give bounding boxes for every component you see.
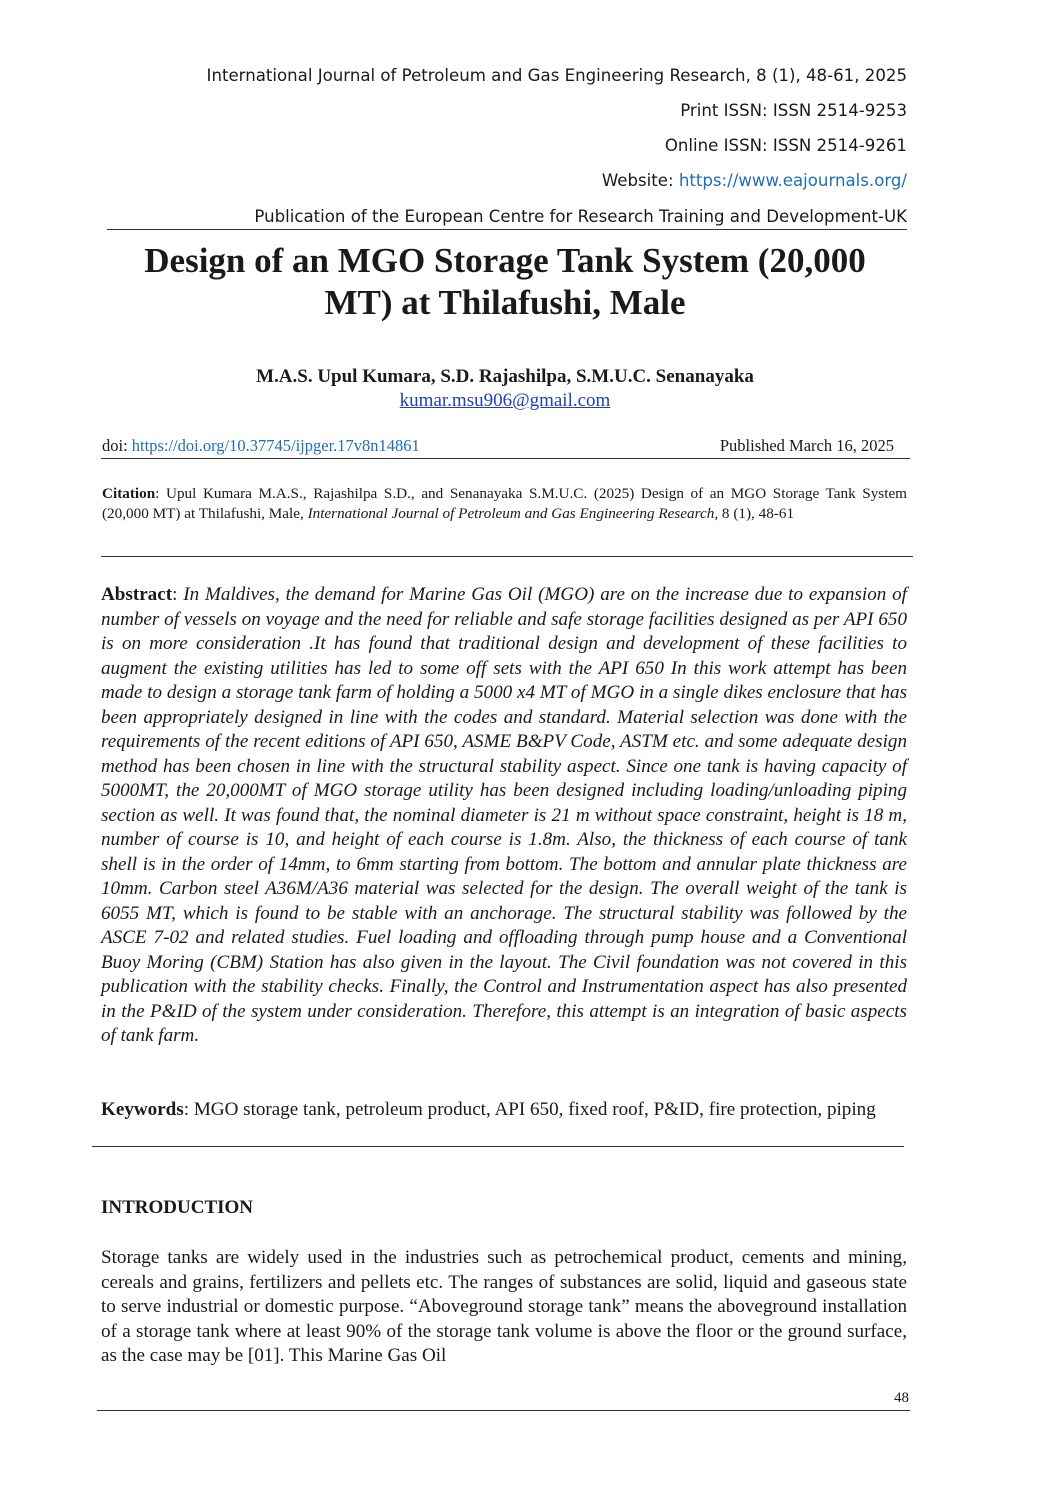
page-number: 48 <box>894 1390 909 1406</box>
doi-line <box>102 436 420 456</box>
citation-rule <box>101 556 913 557</box>
paper-title <box>100 240 910 324</box>
keywords-label: Keywords <box>101 1099 184 1120</box>
website-line <box>602 171 907 190</box>
website-label: Website: <box>601 171 679 190</box>
title-line-2: MT) at Thilafushi, Male <box>324 283 686 322</box>
journal-header: International Journal of Petroleum and Gas Engineering Research, 8 (1), 48-61, 2025 <box>206 66 907 85</box>
citation-label: Citation <box>102 485 156 502</box>
introduction-heading: INTRODUCTION <box>101 1197 254 1218</box>
footer-rule <box>97 1410 910 1411</box>
introduction-text: Storage tanks are widely used in the industries such as petrochemical product, cements and mining, cereals and grains, fertilizers and pellets etc. The ranges of substances are solid, liquid and gaseous state to serve industrial or domestic purpose. “Aboveground storage tank” means the aboveground installation of a storage tank where at least 90% of the storage tank volume is above the floor or the ground surface, as the case may be [01]. This Marine Gas Oil <box>101 1247 907 1366</box>
website-link[interactable]: https://www.eajournals.org/ <box>678 171 907 190</box>
abstract-text: In Maldives, the demand for Marine Gas Oil (MGO) are on the increase due to expansion of number of vessels on voyage and the need for reliable and safe storage facilities designed as per API 650 is on more consideration .It has found that traditional design and development of these facilities to augment the existing utilities has led to some off sets with the API 650 In this work attempt has been made to design a storage tank farm of holding a 5000 x4 MT of MGO in a single dikes enclosure that has been appropriately designed in line with the codes and standard. Material selection was done with the requirements of the recent editions of API 650, ASME B&PV Code, ASTM etc. and some adequate design method has been chosen in line with the structural stability aspect. Since one tank is having capacity of 5000MT, the 20,000MT of MGO storage utility has been designed including loading/unloading piping section as well. It was found that, the nominal diameter is 21 m without space constraint, height is 18 m, number of course is 10, and height of each course is 1.8m. Also, the thickness of each course of tank shell is in the order of 14mm, to 6mm starting from bottom. The bottom and annular plate thickness are 10mm. Carbon steel A36M/A36 material was selected for the design. The overall weight of the tank is 6055 MT, which is found to be stable with an anchorage. The structural stability was followed by the ASCE 7-02 and related studies. Fuel loading and offloading through pump house and a Conventional Buoy Moring (CBM) Station has also given in the layout. The Civil foundation was not covered in this publication with the stability checks. Finally, the Control and Instrumentation aspect has also presented in the P&ID of the system under consideration. Therefore, this attempt is an integration of basic aspects of tank farm. <box>101 584 907 1046</box>
authors: M.A.S. Upul Kumara, S.D. Rajashilpa, S.M.U.C. Senanayaka <box>256 366 754 387</box>
citation <box>102 484 907 523</box>
abstract: Abstract: In Maldives, the demand for Marine Gas Oil (MGO) are on the increase due to expansion of number of vessels on voyage and the need for reliable and safe storage facilities designed as per API 650 is on more consideration .It has found that traditional design and development of these facilities to augment the existing utilities has led to some off sets with the API 650 In this work attempt has been made to design a storage tank farm of holding a 5000 x4 MT of MGO in a single dikes enclosure that has been appropriately designed in line with the codes and standard. Material selection was done with the requirements of the recent editions of API 650, ASME B&PV Code, ASTM etc. and some adequate design method has been chosen in line with the structural stability aspect. Since one tank is having capacity of 5000MT, the 20,000MT of MGO storage utility has been designed including loading/unloading piping section as well. It was found that, the nominal diameter is 21 m without space constraint, height is 18 m, number of course is 10, and height of each course is 1.8m. Also, the thickness of each course of tank shell is in the order of 14mm, to 6mm starting from bottom. The bottom and annular plate thickness are 10mm. Carbon steel A36M/A36 material was selected for the design. The overall weight of the tank is 6055 MT, which is found to be stable with an anchorage. The structural stability was followed by the ASCE 7-02 and related studies. Fuel loading and offloading through pump house and a Conventional Buoy Moring (CBM) Station has also given in the layout. The Civil foundation was not covered in this publication with the stability checks. Finally, the Control and Instrumentation aspect has also presented in the P&ID of the system under consideration. Therefore, this attempt is an integration of basic aspects of tank farm. <box>101 584 907 1046</box>
citation-text: : Upul Kumara M.A.S., Rajashilpa S.D., and Senanayaka S.M.U.C. (2025) Design of an MGO Storage Tank System (20,000 MT) at Thilafushi, Male, <box>102 485 907 522</box>
doi-rule <box>101 458 910 459</box>
abstract-label: Abstract <box>101 584 173 605</box>
published-date: Published March 16, 2025 <box>719 436 894 455</box>
author-email[interactable] <box>100 390 910 412</box>
title-line-1: Design of an MGO Storage Tank System (20,000 <box>144 241 866 280</box>
header-rule <box>107 229 907 230</box>
publisher-line: Publication of the European Centre for Research Training and Development-UK <box>254 207 907 226</box>
online-issn: Online ISSN: ISSN 2514-9261 <box>664 136 907 155</box>
keywords-text: : MGO storage tank, petroleum product, API 650, fixed roof, P&ID, fire protection, piping <box>183 1099 876 1120</box>
citation-journal: International Journal of Petroleum and Gas Engineering Research, <box>307 504 719 522</box>
doi-link[interactable]: https://doi.org/10.37745/ijpger.17v8n14861 <box>131 436 420 455</box>
email-link[interactable]: kumar.msu906@gmail.com <box>399 390 611 411</box>
print-issn: Print ISSN: ISSN 2514-9253 <box>680 101 907 120</box>
keywords <box>101 1098 907 1123</box>
keywords-rule <box>92 1146 904 1147</box>
citation-tail: 8 (1), 48-61 <box>718 504 795 522</box>
doi-label: doi: <box>102 436 132 455</box>
